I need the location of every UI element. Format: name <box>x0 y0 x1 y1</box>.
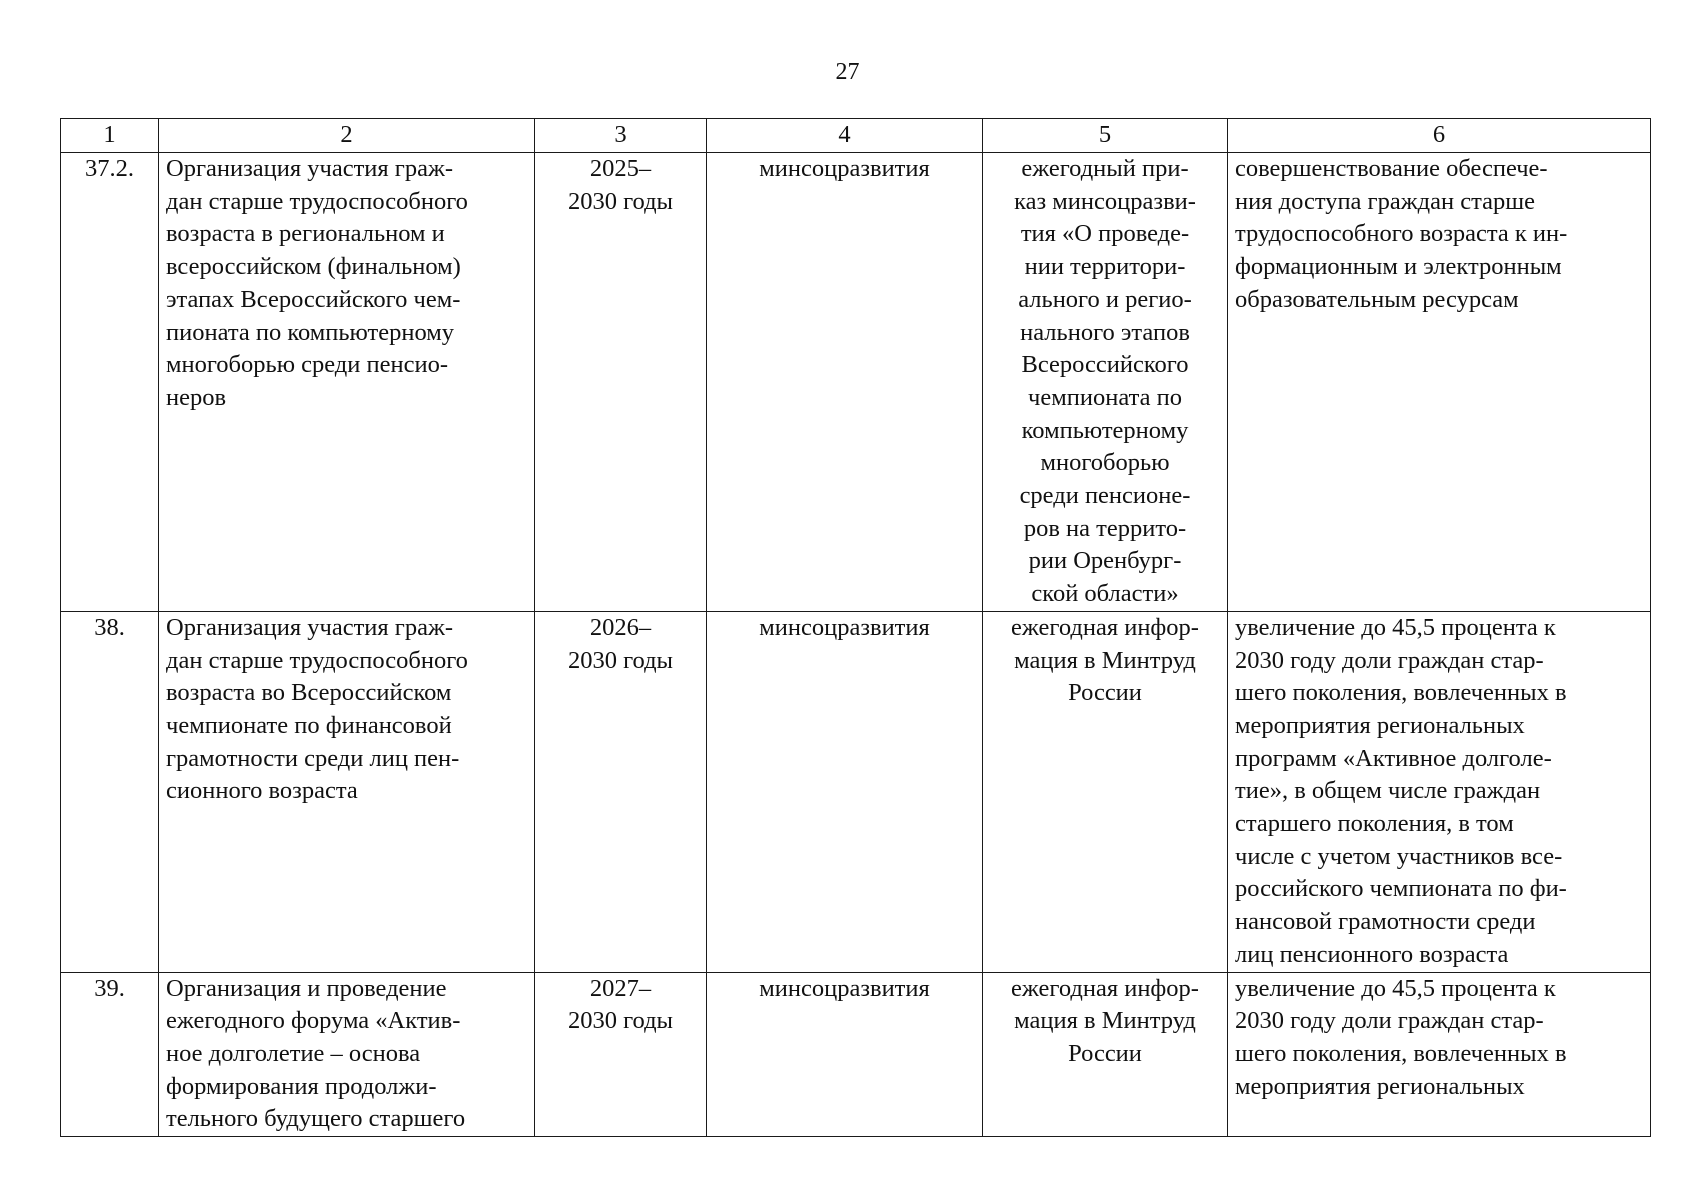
cell-text-line: шего поколения, вовлеченных в <box>1235 679 1567 707</box>
cell-text-line: числе с учетом участников все- <box>1235 842 1563 870</box>
cell-text-line: пионата по компьютерному <box>166 318 455 346</box>
cell-text-line: увеличение до 45,5 процента к <box>1235 974 1556 1002</box>
header-col-3: 3 <box>535 119 707 153</box>
cell-text-line: шего поколения, вовлеченных в <box>1235 1039 1567 1067</box>
cell-text-line: минсоцразвития <box>759 974 930 1002</box>
cell-text-line: ежегодная инфор- <box>1011 974 1199 1002</box>
cell-text-line: чемпионате по финансовой <box>166 711 452 739</box>
cell-text-line: образовательным ресурсам <box>1235 285 1519 313</box>
cell-text-line: сионного возраста <box>166 777 358 805</box>
cell-text-line: формирования продолжи- <box>166 1072 437 1100</box>
cell-text-line: 2030 годы <box>567 1007 674 1035</box>
result-cell <box>1228 972 1651 1137</box>
cell-text-line: мация в Минтруд <box>1014 646 1196 674</box>
document-cell <box>983 153 1228 612</box>
header-col-4: 4 <box>707 119 983 153</box>
cell-text-line: 2030 годы <box>567 187 674 215</box>
cell-text-line: минсоцразвития <box>759 155 930 182</box>
measures-table <box>60 118 1651 1137</box>
cell-text-line: совершенствование обеспече- <box>1235 155 1548 182</box>
cell-text-line: нального этапов <box>1020 318 1190 346</box>
table-body <box>61 119 1651 1137</box>
cell-text-line: многоборью <box>1040 449 1170 477</box>
cell-text-line: Организация участия граж- <box>166 613 454 641</box>
cell-text-line: минсоцразвития <box>759 613 930 641</box>
cell-text-line: тия «О проведе- <box>1020 220 1190 248</box>
cell-text-line: лиц пенсионного возраста <box>1235 940 1509 968</box>
result-cell <box>1228 153 1651 612</box>
cell-text-line: Всероссийского <box>1021 351 1189 379</box>
table-row <box>61 972 1651 1137</box>
cell-text-line: Организация участия граж- <box>166 155 454 182</box>
row-number-cell: 39. <box>61 972 159 1137</box>
document-cell <box>983 611 1228 972</box>
cell-text-line: ежегодный при- <box>1021 155 1189 182</box>
executor-cell <box>707 153 983 612</box>
cell-text-line: компьютерному <box>1021 416 1189 444</box>
cell-text-line: среди пенсионе- <box>1019 482 1191 510</box>
cell-text-line: мероприятия региональных <box>1235 711 1525 739</box>
cell-text-line: старшего поколения, в том <box>1235 810 1514 838</box>
cell-text-line: ального и регио- <box>1018 285 1192 313</box>
header-col-1: 1 <box>61 119 159 153</box>
executor-cell <box>707 611 983 972</box>
cell-text-line: мероприятия региональных <box>1235 1072 1525 1100</box>
period-cell <box>535 611 707 972</box>
table-row <box>61 611 1651 972</box>
cell-text-line: российского чемпионата по фи- <box>1235 875 1567 903</box>
cell-text-line: ской области» <box>1031 580 1179 608</box>
cell-text-line: этапах Всероссийского чем- <box>166 285 461 313</box>
description-cell <box>159 972 535 1137</box>
cell-text-line: чемпионата по <box>1028 383 1182 411</box>
cell-text-line: 2030 году доли граждан стар- <box>1235 1007 1544 1035</box>
cell-text-line: рии Оренбург- <box>1028 547 1182 575</box>
executor-cell <box>707 972 983 1137</box>
cell-text-line: 2026– <box>589 613 652 641</box>
description-cell <box>159 611 535 972</box>
cell-text-line: ров на террито- <box>1023 514 1187 542</box>
cell-text-line: программ «Активное долголе- <box>1235 744 1552 772</box>
cell-text-line: нансовой грамотности среди <box>1235 908 1536 936</box>
cell-text-line: 2030 году доли граждан стар- <box>1235 646 1544 674</box>
cell-text-line: каз минсоцразви- <box>1014 187 1196 215</box>
page-number: 27 <box>835 59 860 85</box>
cell-text-line: 2030 годы <box>567 646 674 674</box>
row-number-cell: 38. <box>61 611 159 972</box>
period-cell <box>535 972 707 1137</box>
cell-text-line: грамотности среди лиц пен- <box>166 744 460 772</box>
cell-text-line: дан старше трудоспособного <box>166 646 468 674</box>
cell-text-line: тельного будущего старшего <box>166 1105 466 1133</box>
row-number-cell: 37.2. <box>61 153 159 612</box>
cell-text-line: тие», в общем числе граждан <box>1235 777 1541 805</box>
cell-text-line: увеличение до 45,5 процента к <box>1235 613 1556 641</box>
result-cell <box>1228 611 1651 972</box>
cell-text-line: мация в Минтруд <box>1014 1007 1196 1035</box>
cell-text-line: неров <box>166 383 227 411</box>
cell-text-line: нии территори- <box>1024 253 1186 281</box>
header-row <box>61 119 1651 153</box>
cell-text-line: 2027– <box>589 974 652 1002</box>
table-row <box>61 153 1651 612</box>
header-col-2: 2 <box>159 119 535 153</box>
period-cell <box>535 153 707 612</box>
cell-text-line: 2025– <box>589 155 652 182</box>
description-cell <box>159 153 535 612</box>
cell-text-line: ное долголетие – основа <box>166 1039 421 1067</box>
document-cell <box>983 972 1228 1137</box>
cell-text-line: всероссийском (финальном) <box>166 253 461 281</box>
cell-text-line: ежегодная инфор- <box>1011 613 1199 641</box>
header-col-5: 5 <box>983 119 1228 153</box>
cell-text-line: формационным и электронным <box>1235 253 1562 281</box>
cell-text-line: России <box>1068 679 1142 707</box>
cell-text-line: Организация и проведение <box>166 974 447 1002</box>
cell-text-line: многоборью среди пенсио- <box>166 351 448 379</box>
cell-text-line: трудоспособного возраста к ин- <box>1235 220 1568 248</box>
cell-text-line: возраста во Всероссийском <box>166 679 452 707</box>
header-col-6: 6 <box>1228 119 1651 153</box>
cell-text-line: ежегодного форума «Актив- <box>166 1007 461 1035</box>
cell-text-line: России <box>1068 1039 1142 1067</box>
cell-text-line: возраста в региональном и <box>166 220 445 248</box>
cell-text-line: ния доступа граждан старше <box>1235 187 1535 215</box>
cell-text-line: дан старше трудоспособного <box>166 187 468 215</box>
